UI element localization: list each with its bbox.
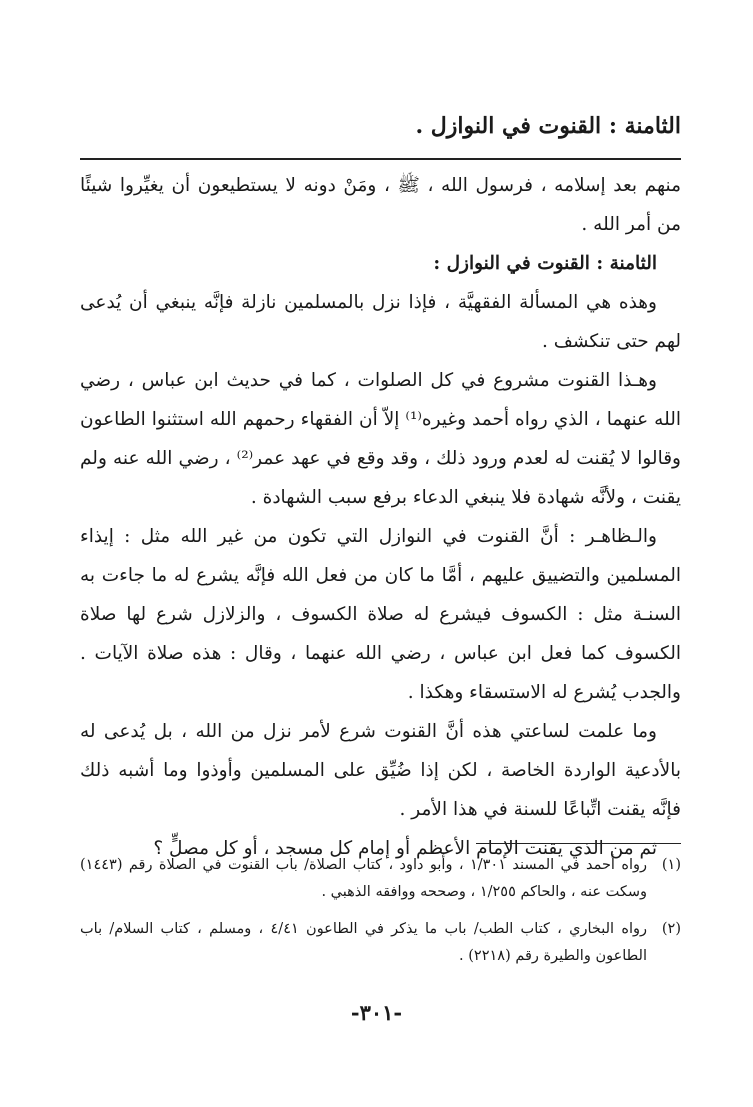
running-header: الثامنة : القنوت في النوازل . bbox=[415, 113, 681, 139]
paragraph: منهم بعد إسلامه ، فرسول الله ، ﷺ ، ومَنْ دونه لا يستطيعون أن يغيِّروا شيئًا من أمر الله . bbox=[80, 175, 681, 235]
page-number: -٣٠١- bbox=[350, 1000, 403, 1025]
footnote bbox=[80, 916, 681, 970]
footnote-number: (٢) bbox=[661, 921, 681, 937]
footnote-divider bbox=[476, 843, 681, 844]
paragraph: وهذه هي المسألة الفقهيَّة ، فإذا نزل بالمسلمين نازلة فإنَّه ينبغي أن يُدعى لهم حتى تنكشف . bbox=[80, 292, 681, 352]
paragraph: والـظاهـر : أنَّ القنوت في النوازل التي تكون من غير الله مثل : إيذاء المسلمين والتضييق عليهم ، أمَّا ما كان من فعل الله فإنَّه يشرع له ما جاءت به السنـة مثل : الكسوف فيشرع له صلاة الكسوف ، والزلازل شرع لها صلاة الكسوف كما فعل ابن عباس ، رضي الله عنهما ، وقال : هذه صلاة الآيات . والجدب يُشرع له الاستسقاء وهكذا . bbox=[80, 526, 681, 703]
footnote-text: رواه أحمد في المسند ١/٣٠١ ، وأبو داود ، كتاب الصلاة/ باب القنوت في الصلاة رقم (١٤٤٣) وسكت عنه ، والحاكم ١/٢٥٥ ، وصححه ووافقه الذهبي . bbox=[80, 857, 647, 900]
paragraph: وهـذا القنوت مشروع في كل الصلوات ، كما في حديث ابن عباس ، رضي الله عنهما ، الذي رواه أحمد وغيره⁽¹⁾ إلاّ أن الفقهاء رحمهم الله استثنوا الطاعون وقالوا لا يُقنت له لعدم ورود ذلك ، وقد وقع في عهد عمر⁽²⁾ ، رضي الله عنه ولم يقنت ، ولأنَّه شهادة فلا ينبغي الدعاء برفع سبب الشهادة . bbox=[80, 370, 682, 508]
paragraph: ثم من الذي يقنت الإمام الأعظم أو إمام كل مسجد ، أو كل مصلٍّ ؟ bbox=[153, 838, 657, 859]
footnote bbox=[80, 852, 681, 906]
section-heading: الثامنة : القنوت في النوازل : bbox=[433, 253, 657, 274]
footnotes bbox=[80, 852, 681, 980]
footnote-text: رواه البخاري ، كتاب الطب/ باب ما يذكر في الطاعون ٤/٤١ ، ومسلم ، كتاب السلام/ باب الطاعون والطيرة رقم (٢٢١٨) . bbox=[80, 921, 647, 964]
footnote-number: (١) bbox=[661, 857, 681, 873]
header-divider bbox=[80, 158, 681, 160]
main-text bbox=[80, 166, 681, 868]
paragraph: وما علمت لساعتي هذه أنَّ القنوت شرع لأمر نزل من الله ، بل يُدعى له بالأدعية الواردة الخاصة ، لكن إذا ضُيِّق على المسلمين وأوذوا وما أشبه ذلك فإنَّه يقنت اتِّباعًا للسنة في هذا الأمر . bbox=[80, 721, 681, 820]
